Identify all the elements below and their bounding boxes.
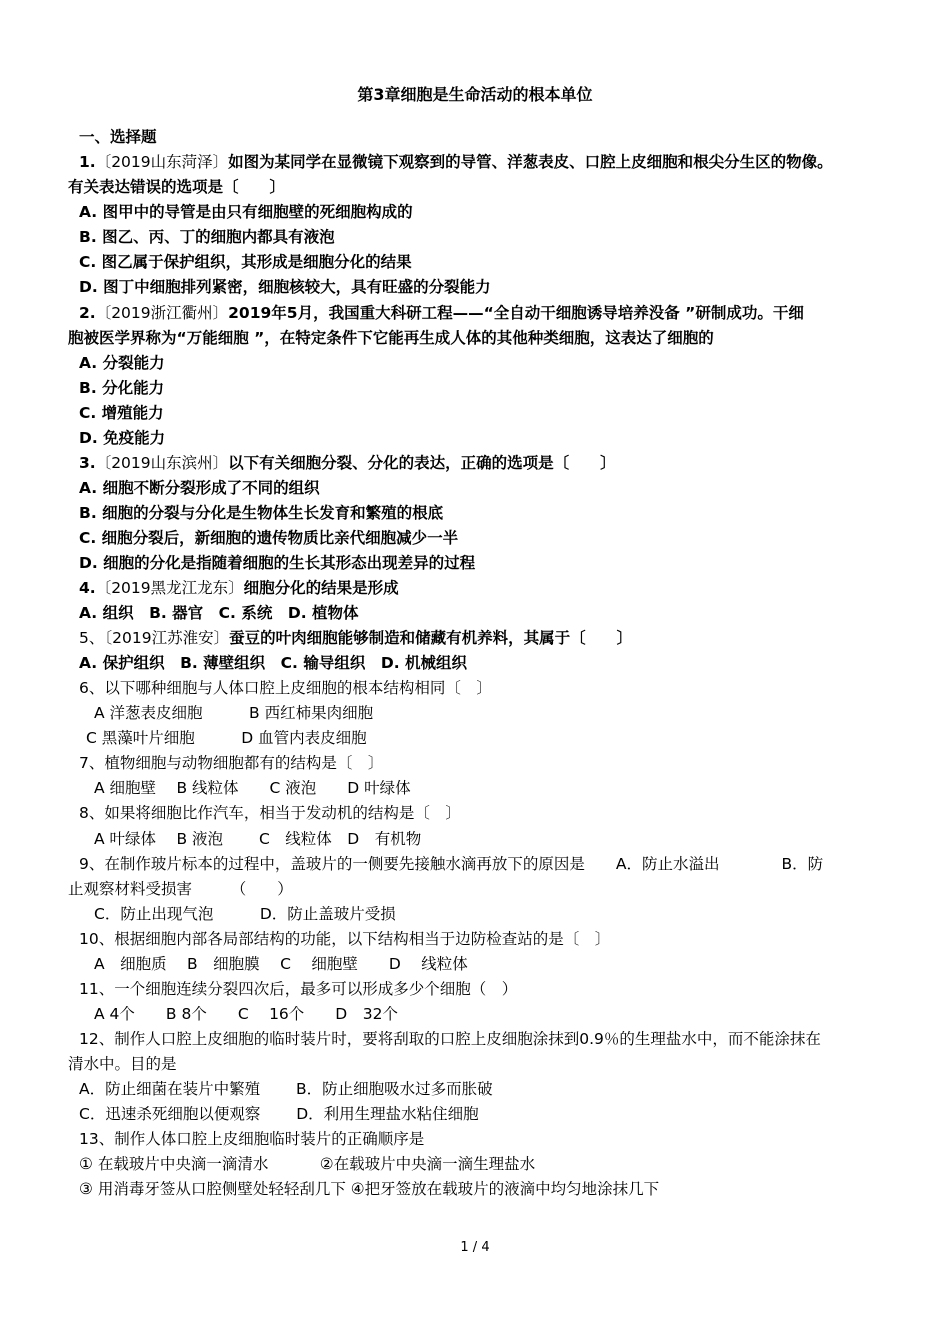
question-9-options-cd: C．防止出现气泡 D．防止盖玻片受损 (94, 905, 396, 923)
question-6-stem: 6、以下哪种细胞与人体口腔上皮细胞的根本结构相同〔 〕 (79, 679, 492, 697)
question-source: 〔2019山东滨州〕 (95, 454, 229, 472)
question-number: 5、 (79, 629, 105, 647)
question-text: 细胞分化的结果是形成 (243, 579, 399, 597)
question-11-stem: 11、一个细胞连续分裂四次后，最多可以形成多少个细胞（ ） (79, 980, 518, 998)
question-4-options: A. 组织 B. 器官 C. 系统 D. 植物体 (79, 604, 359, 622)
question-6-options-cd: C 黑藻叶片细胞 D 血管内表皮细胞 (86, 729, 367, 747)
question-5-stem (79, 627, 632, 649)
question-13-stem: 13、制作人体口腔上皮细胞临时装片的正确顺序是 (79, 1130, 425, 1148)
question-3-option-c: C. 细胞分裂后，新细胞的遗传物质比亲代细胞减少一半 (79, 529, 459, 547)
question-3-option-d: D. 细胞的分化是指随着细胞的生长其形态出现差异的过程 (79, 554, 476, 572)
question-7-options: A 细胞壁 B 线粒体 C 液泡 D 叶绿体 (94, 779, 411, 797)
question-number: 3. (79, 454, 96, 472)
question-13-steps-1-2: ① 在载玻片中央滴一滴清水 ②在载玻片中央滴一滴生理盐水 (79, 1155, 536, 1173)
question-12-stem: 12、制作人口腔上皮细胞的临时装片时，要将刮取的口腔上皮细胞涂抹到0.9％的生理盐水中，而不能涂抹在 (79, 1030, 821, 1048)
question-source: 〔2019山东菏泽〕 (95, 153, 229, 171)
question-13-steps-3-4: ③ 用消毒牙签从口腔侧壁处轻轻刮几下 ④把牙签放在载玻片的液滴中均匀地涂抹几下 (79, 1180, 660, 1198)
question-text: 蚕豆的叶肉细胞能够制造和储藏有机养料，其属于〔 〕 (229, 629, 633, 647)
question-12-options-cd: C．迅速杀死细胞以便观察 D．利用生理盐水粘住细胞 (79, 1105, 479, 1123)
question-source: 〔2019黑龙江龙东〕 (95, 579, 244, 597)
question-1-option-d: D. 图丁中细胞排列紧密，细胞核较大，具有旺盛的分裂能力 (79, 278, 491, 296)
question-source: 〔2019江苏淮安〕 (104, 629, 230, 647)
question-1-stem (79, 151, 833, 173)
question-1-option-c: C. 图乙属于保护组织，其形成是细胞分化的结果 (79, 253, 412, 271)
section-heading: 一、选择题 (79, 128, 157, 146)
question-1-option-b: B. 图乙、丙、丁的细胞内都具有液泡 (79, 228, 335, 246)
question-8-stem: 8、如果将细胞比作汽车，相当于发动机的结构是〔 〕 (79, 804, 461, 822)
question-10-options: A 细胞质 B 细胞膜 C 细胞壁 D 线粒体 (94, 955, 468, 973)
question-7-stem: 7、植物细胞与动物细胞都有的结构是〔 〕 (79, 754, 384, 772)
question-source: 〔2019浙江衢州〕 (95, 304, 229, 322)
question-2-stem-continued: 胞被医学界称为“万能细胞 ”，在特定条件下它能再生成人体的其他种类细胞，这表达了细胞的 (68, 329, 714, 347)
question-5-options: A. 保护组织 B. 薄壁组织 C. 输导组织 D. 机械组织 (79, 654, 467, 672)
question-2-option-a: A. 分裂能力 (79, 354, 165, 372)
chapter-title: 第3章细胞是生命活动的根本单位 (357, 85, 593, 104)
question-2-stem (79, 302, 804, 324)
question-2-option-c: C. 增殖能力 (79, 404, 164, 422)
question-6-options-ab: A 洋葱表皮细胞 B 西红柿果肉细胞 (94, 704, 374, 722)
question-11-options: A 4个 B 8个 C 16个 D 32个 (94, 1005, 398, 1023)
question-1-option-a: A. 图甲中的导管是由只有细胞壁的死细胞构成的 (79, 203, 413, 221)
question-text: 以下有关细胞分裂、分化的表达，正确的选项是〔 〕 (228, 454, 616, 472)
question-12-options-ab: A．防止细菌在装片中繁殖 B．防止细胞吸水过多而胀破 (79, 1080, 493, 1098)
question-2-option-b: B. 分化能力 (79, 379, 165, 397)
question-text: 如图为某同学在显微镜下观察到的导管、洋葱表皮、口腔上皮细胞和根尖分生区的物像。 (228, 153, 833, 171)
question-3-option-b: B. 细胞的分裂与分化是生物体生长发育和繁殖的根底 (79, 504, 444, 522)
question-10-stem: 10、根据细胞内部各局部结构的功能，以下结构相当于边防检查站的是〔 〕 (79, 930, 611, 948)
question-2-option-d: D. 免疫能力 (79, 429, 166, 447)
question-number: 4. (79, 579, 96, 597)
question-3-option-a: A. 细胞不断分裂形成了不同的组织 (79, 479, 320, 497)
question-12-stem-continued: 清水中。目的是 (68, 1055, 177, 1073)
question-number: 1. (79, 153, 96, 171)
question-text: 2019年5月，我国重大科研工程——“全自动干细胞诱导培养没备 ”研制成功。干细 (228, 304, 804, 322)
question-number: 2. (79, 304, 96, 322)
question-3-stem (79, 452, 616, 474)
question-4-stem (79, 577, 399, 599)
page-number: 1 / 4 (460, 1240, 490, 1255)
question-9-stem-continued: 止观察材料受损害 （ ） (68, 880, 293, 898)
question-8-options: A 叶绿体 B 液泡 C 线粒体 D 有机物 (94, 830, 422, 848)
question-9-stem: 9、在制作玻片标本的过程中，盖玻片的一侧要先接触水滴再放下的原因是 A．防止水溢出 B．防 (79, 855, 824, 873)
question-1-stem-continued: 有关表达错误的选项是〔 〕 (68, 178, 286, 196)
